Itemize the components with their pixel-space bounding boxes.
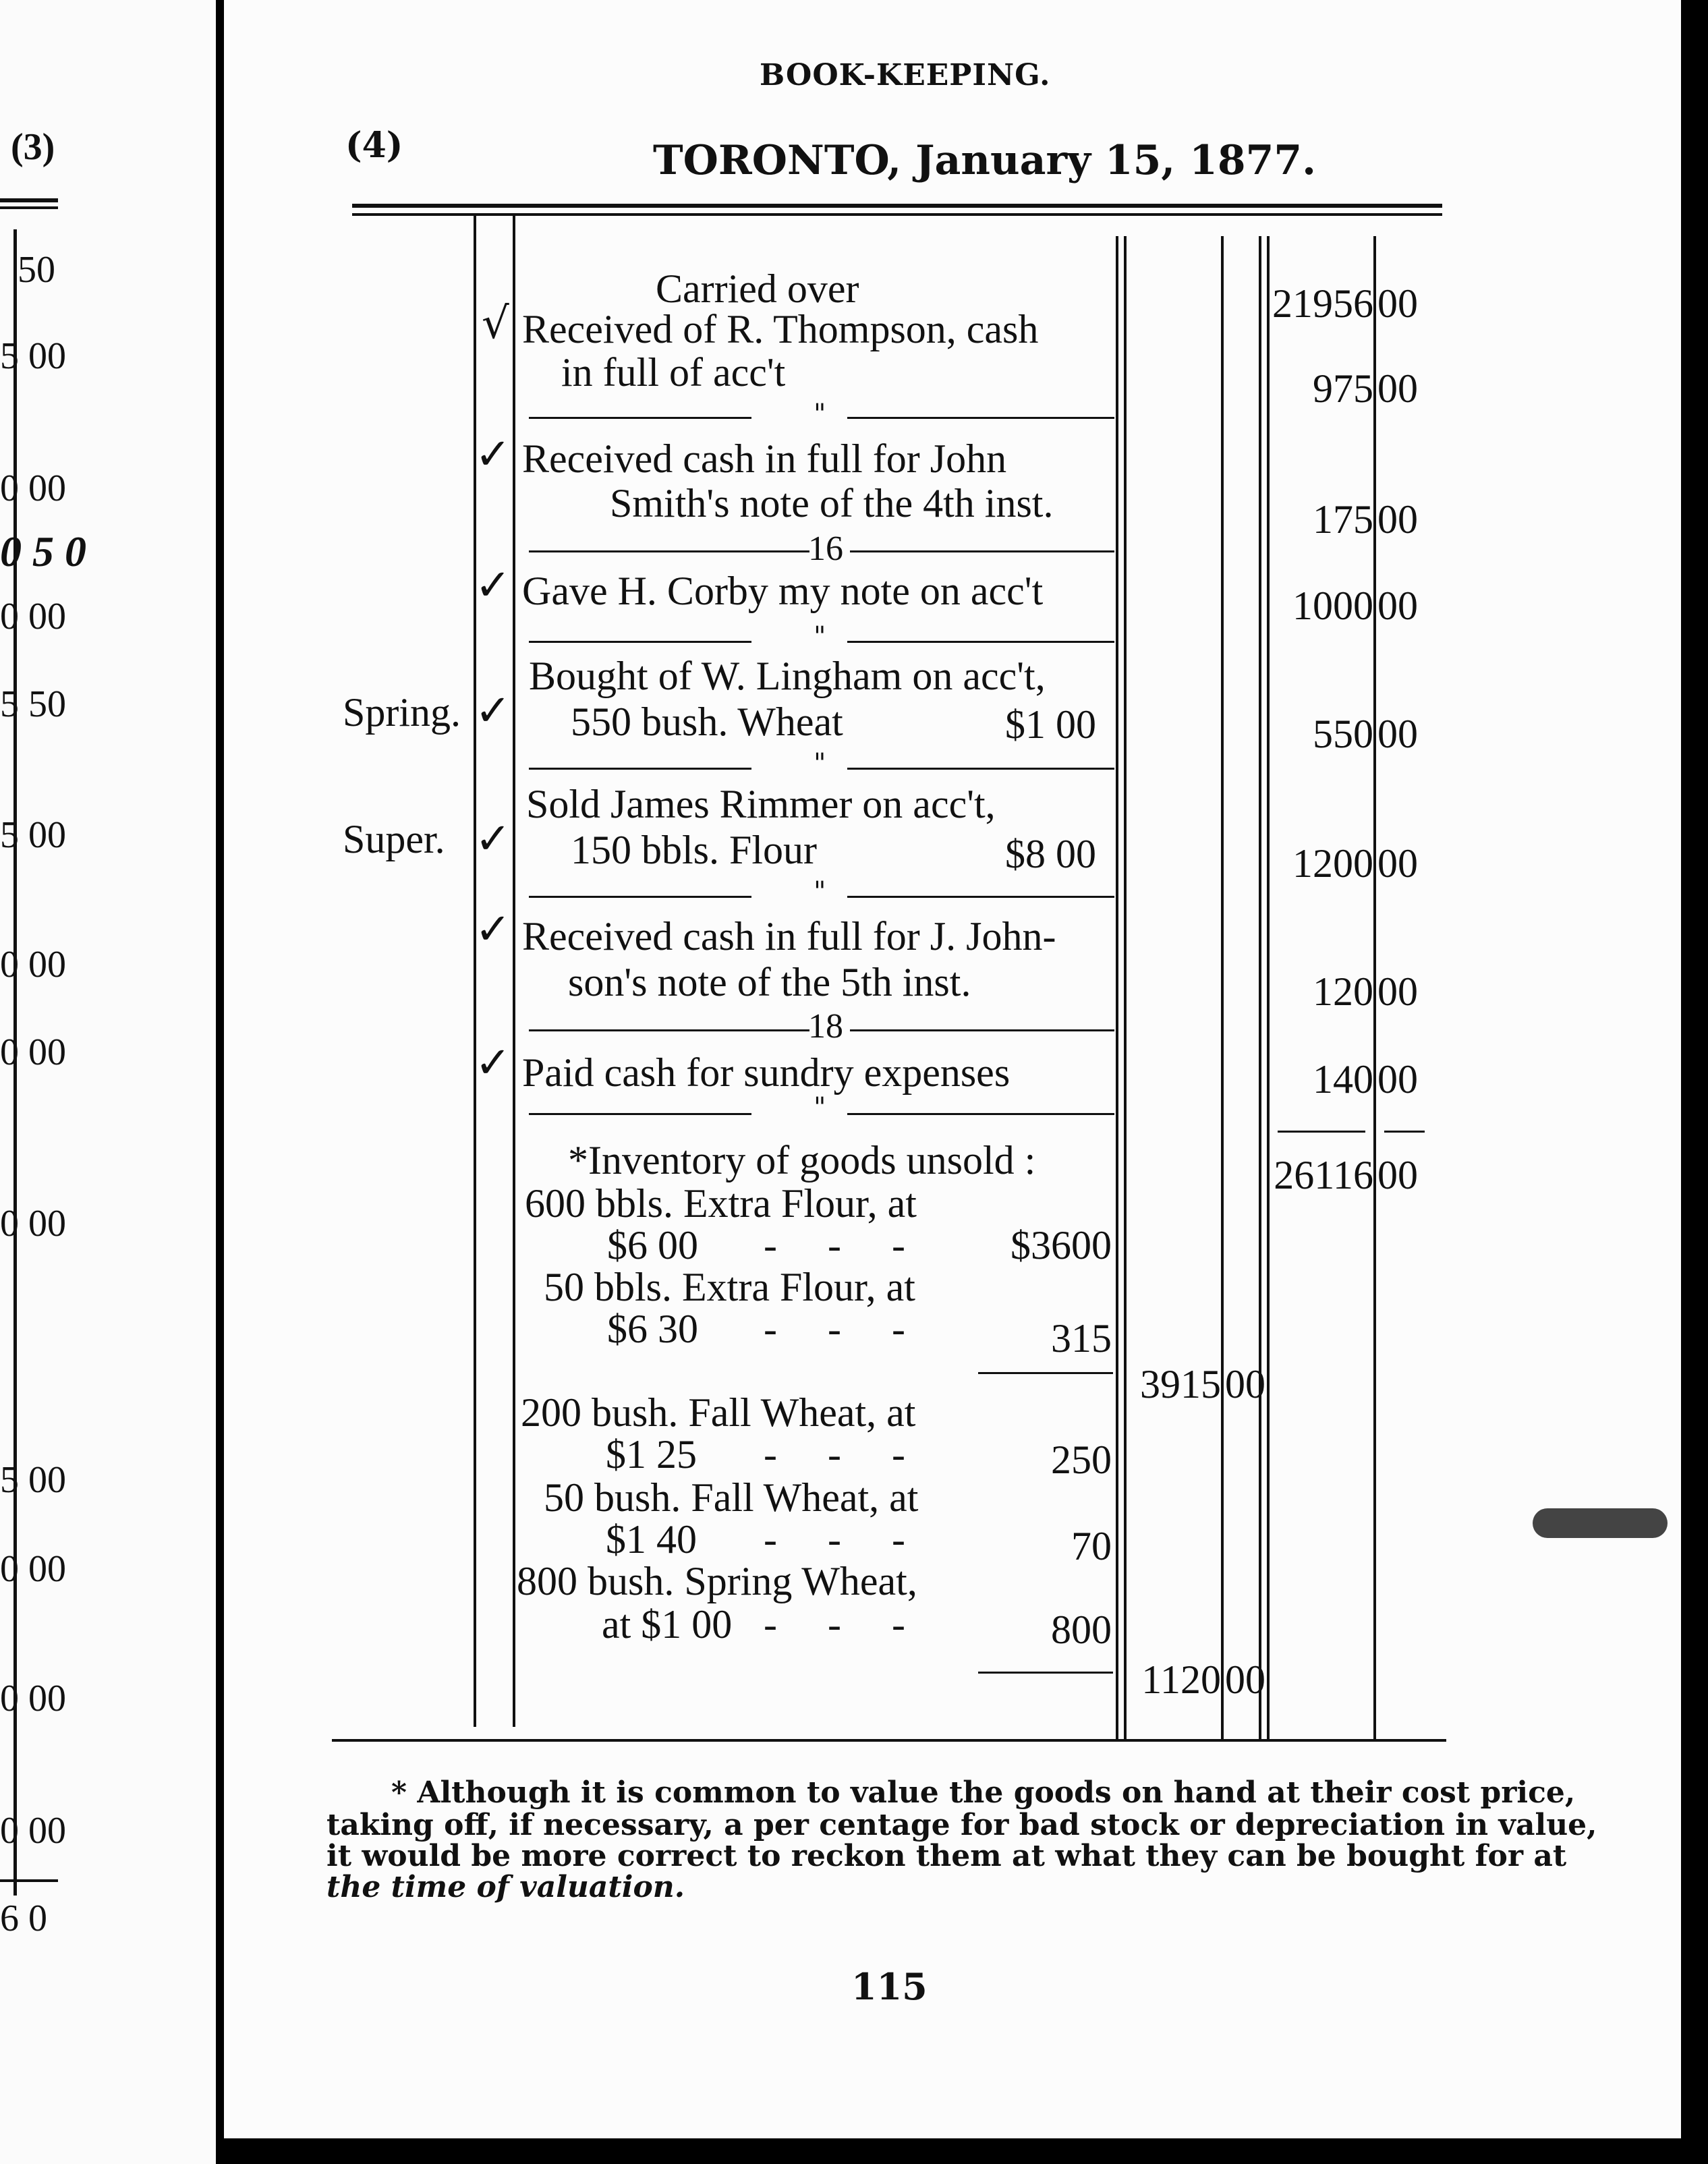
leader-dots: - - - — [764, 1517, 905, 1562]
inventory-item-rate: $1 40 — [606, 1517, 697, 1562]
ditto-mark: " — [814, 621, 826, 652]
subtotal-dollars: 3915 — [1140, 1362, 1221, 1406]
entry-text: 150 bbls. Flour — [571, 828, 818, 872]
date-separator-line — [847, 417, 1114, 419]
amount-cents: 00 — [1377, 281, 1418, 326]
inventory-item-line: 50 bbls. Extra Flour, at — [544, 1265, 915, 1309]
left-amount: 0 00 — [0, 1203, 66, 1245]
date-separator-line — [529, 768, 751, 770]
amount-dollars: 21956 — [1272, 281, 1373, 326]
facing-page — [0, 0, 216, 2164]
inventory-item-rate: $1 25 — [606, 1432, 697, 1477]
leader-dots: - - - — [764, 1307, 905, 1351]
left-amount: 5 50 — [0, 683, 66, 725]
amount-cents: 00 — [1377, 1057, 1418, 1102]
outer-column-rule — [1259, 236, 1261, 1740]
amount-cents: 00 — [1377, 969, 1418, 1014]
rate: $1 00 — [1005, 702, 1096, 747]
amount-dollars: 140 — [1313, 1057, 1373, 1102]
left-rule — [0, 198, 58, 202]
posted-check-icon: ✓ — [475, 686, 511, 736]
footnote-line: the time of valuation. — [326, 1870, 685, 1904]
date-separator-line — [847, 896, 1114, 898]
left-amount: 0 00 — [0, 944, 66, 986]
inner-column-rule — [1116, 236, 1118, 1740]
total-cents: 00 — [1377, 1153, 1418, 1197]
date-separator-line — [850, 1029, 1114, 1031]
leader-dots: - - - — [764, 1602, 905, 1647]
leader-dots: - - - — [764, 1432, 905, 1477]
date-separator: 16 — [808, 530, 843, 568]
total-rule — [1278, 1131, 1365, 1133]
entry-text: in full of acc't — [561, 350, 786, 395]
entry-text: Received cash in full for John — [522, 436, 1007, 481]
entry-text: 550 bush. Wheat — [571, 700, 843, 744]
date-separator-line — [529, 1029, 809, 1031]
left-amount: 0 00 — [0, 1810, 66, 1852]
amount-cents: 00 — [1377, 712, 1418, 756]
subtotal-dollars: 1120 — [1141, 1657, 1221, 1702]
inner-column-rule — [1124, 236, 1127, 1740]
left-rule — [0, 206, 58, 209]
inventory-item-line: 800 bush. Spring Wheat, — [517, 1559, 917, 1603]
posted-check-icon: √ — [482, 299, 509, 349]
place-date-heading: TORONTO, January 15, 1877. — [653, 137, 1316, 184]
bottom-rule — [332, 1739, 1446, 1742]
entry-text: Paid cash for sundry expenses — [522, 1050, 1010, 1095]
left-amount: 6 0 — [0, 1898, 47, 1939]
posted-check-icon: ✓ — [475, 814, 511, 864]
inventory-item-value: $3600 — [1010, 1223, 1112, 1268]
page-reference: (4) — [345, 125, 403, 166]
subtotal-cents: 00 — [1225, 1657, 1265, 1702]
amount-dollars: 175 — [1313, 497, 1373, 542]
header-rule — [352, 204, 1442, 208]
amount-cents: 00 — [1377, 583, 1418, 628]
date-separator-line — [529, 896, 751, 898]
inventory-item-value: 800 — [1051, 1607, 1112, 1652]
entry-text: Received of R. Thompson, cash — [522, 307, 1039, 351]
left-amount: 5 00 — [0, 814, 66, 856]
inventory-item-rate: $6 30 — [607, 1307, 698, 1351]
left-amount: 0 00 — [0, 467, 66, 509]
inventory-item-rate: $6 00 — [607, 1223, 698, 1268]
total-rule — [1384, 1131, 1425, 1133]
posted-check-icon: ✓ — [475, 430, 511, 480]
subtotal-rule — [978, 1672, 1113, 1674]
amount-cents: 00 — [1377, 841, 1418, 886]
inventory-item-line: 600 bbls. Extra Flour, at — [525, 1181, 917, 1226]
leader-dots: - - - — [764, 1223, 905, 1268]
posted-check-icon: ✓ — [475, 905, 511, 955]
date-separator-line — [847, 768, 1114, 770]
left-amount: 0 00 — [0, 596, 66, 637]
date-separator-line — [850, 550, 1114, 552]
ditto-mark: " — [814, 748, 826, 779]
amount-dollars: 120 — [1313, 969, 1373, 1014]
entry-text: son's note of the 5th inst. — [568, 960, 971, 1004]
left-page-number: (3) — [11, 126, 55, 168]
inventory-heading: *Inventory of goods unsold : — [568, 1138, 1036, 1183]
amount-dollars: 975 — [1313, 366, 1373, 411]
ink-stain — [1533, 1508, 1668, 1538]
ditto-mark: " — [814, 876, 826, 907]
outer-column-rule — [1267, 236, 1270, 1740]
date-separator-line — [529, 641, 751, 643]
left-amount: 50 — [18, 249, 55, 291]
date-separator: 18 — [808, 1007, 843, 1046]
inner-cents-rule — [1221, 236, 1224, 1740]
book-gutter — [216, 0, 224, 2164]
amount-dollars: 550 — [1313, 712, 1373, 756]
date-separator-line — [847, 641, 1114, 643]
footnote-line: taking off, if necessary, a per centage for bad stock or depreciation in value, — [326, 1808, 1597, 1842]
margin-note: Super. — [343, 817, 445, 861]
running-title: BOOK-KEEPING. — [760, 58, 1051, 92]
ditto-mark: " — [814, 1092, 826, 1123]
subtotal-cents: 00 — [1225, 1362, 1265, 1406]
amount-cents: 00 — [1377, 366, 1418, 411]
left-amount: 0 00 — [0, 1031, 66, 1073]
entry-text: Sold James Rimmer on acc't, — [526, 782, 996, 826]
left-amount: 5 00 — [0, 335, 66, 377]
date-separator-line — [529, 550, 809, 552]
carried-over-label: Carried over — [656, 266, 859, 311]
date-separator-line — [529, 417, 751, 419]
total-dollars: 26116 — [1274, 1153, 1373, 1197]
inventory-item-value: 315 — [1051, 1316, 1112, 1361]
posted-check-icon: ✓ — [475, 561, 511, 610]
entry-text: Bought of W. Lingham on acc't, — [529, 654, 1046, 698]
entry-text: Smith's note of the 4th inst. — [610, 481, 1054, 525]
posted-check-icon: ✓ — [475, 1038, 511, 1088]
left-amount: 0 00 — [0, 1678, 66, 1719]
entry-text: Received cash in full for J. John- — [522, 914, 1056, 959]
check-column-rule — [513, 216, 515, 1727]
amount-dollars: 1000 — [1292, 583, 1373, 628]
left-amount: 5 00 — [0, 1459, 66, 1501]
amount-cents: 00 — [1377, 497, 1418, 542]
inventory-item-rate: at $1 00 — [602, 1602, 733, 1647]
inventory-item-line: 200 bush. Fall Wheat, at — [521, 1390, 916, 1435]
inventory-item-value: 70 — [1071, 1524, 1112, 1568]
footnote-line: * Although it is common to value the goods on hand at their cost price, — [391, 1775, 1576, 1810]
subtotal-rule — [978, 1372, 1113, 1374]
left-handwritten-amount: 0 5 0 — [0, 528, 86, 575]
date-separator-line — [529, 1113, 751, 1115]
margin-note: Spring. — [343, 690, 461, 735]
footnote-line: it would be more correct to reckon them at what they can be bought for at — [326, 1839, 1567, 1873]
left-amount: 0 00 — [0, 1548, 66, 1590]
date-separator-line — [847, 1113, 1114, 1115]
entry-text: Gave H. Corby my note on acc't — [522, 569, 1044, 613]
outer-cents-rule — [1373, 236, 1376, 1740]
ditto-mark: " — [814, 399, 826, 430]
inventory-item-value: 250 — [1051, 1437, 1112, 1482]
header-rule — [352, 213, 1442, 216]
left-rule — [0, 1879, 58, 1882]
page-number: 115 — [851, 1965, 928, 2008]
inventory-item-line: 50 bush. Fall Wheat, at — [544, 1475, 919, 1520]
ledger-page — [224, 0, 1681, 2138]
rate: $8 00 — [1005, 832, 1096, 876]
amount-dollars: 1200 — [1292, 841, 1373, 886]
